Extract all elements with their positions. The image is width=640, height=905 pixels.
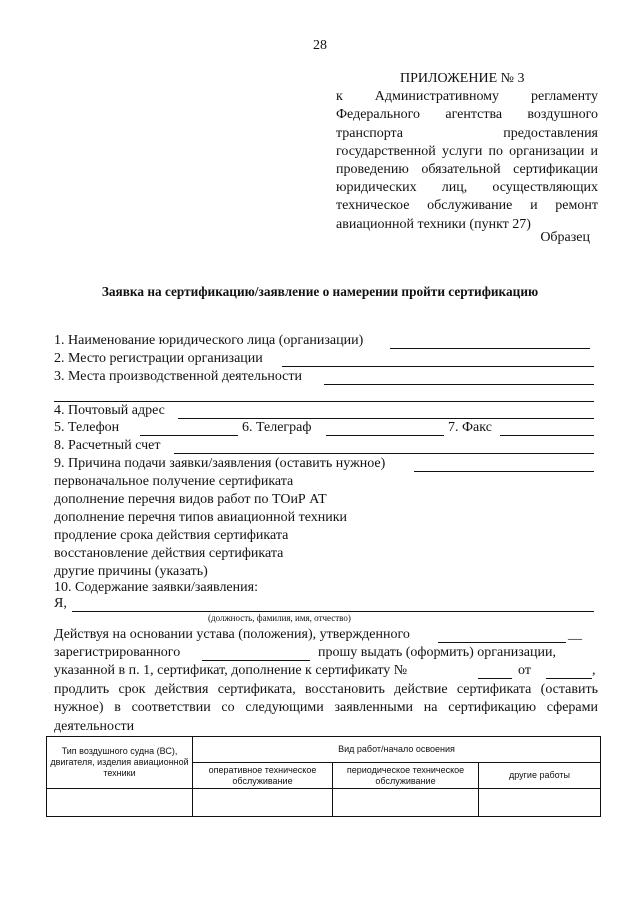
appendix-title: ПРИЛОЖЕНИЕ № 3 <box>400 71 525 86</box>
col-aircraft-type-header: Тип воздушного судна (ВС), двигателя, изделия авиационной техники <box>47 737 193 789</box>
appendix-line-4: государственной услуги по организации и <box>336 143 598 159</box>
field-9-input[interactable] <box>414 471 594 472</box>
applicant-name-caption: (должность, фамилия, имя, отчество) <box>208 613 351 623</box>
col-periodic-maintenance-header: периодическое техническое обслуживание <box>333 763 479 789</box>
field-7-label: 7. Факс <box>448 420 492 435</box>
certificate-number-input[interactable] <box>478 678 512 679</box>
appendix-line-2: Федерального агентства воздушного <box>336 107 598 123</box>
i-label: Я, <box>54 596 67 611</box>
appendix-line-1: к Административному регламенту <box>336 89 598 105</box>
col-operational-maintenance-header: оперативное техническое обслуживание <box>193 763 333 789</box>
reason-option: дополнение перечня типов авиационной техники <box>54 510 347 525</box>
field-2-input[interactable] <box>282 366 594 367</box>
certificate-date-input[interactable] <box>546 678 592 679</box>
reason-option: первоначальное получение сертификата <box>54 474 294 489</box>
field-4-label: 4. Почтовый адрес <box>54 403 165 418</box>
field-1-label: 1. Наименование юридического лица (организации) <box>54 333 364 348</box>
paragraph-rest <box>54 681 598 736</box>
reason-option: другие причины (указать) <box>54 564 208 579</box>
sample-label: Образец <box>540 230 590 245</box>
paragraph-line-4: продлить срок действия сертификата, восстановить действие сертификата (оставить <box>54 682 598 697</box>
table-cell[interactable] <box>47 789 193 817</box>
field-5-input[interactable] <box>140 435 238 436</box>
appendix-line-8: авиационной техники (пункт 27) <box>336 216 531 232</box>
table-cell[interactable] <box>479 789 601 817</box>
field-1-input[interactable] <box>390 348 590 349</box>
reason-option: продление срока действия сертификата <box>54 528 289 543</box>
field-3-label: 3. Места производственной деятельности <box>54 369 302 384</box>
paragraph-line-5: нужное) в соответствии со следующими заявленными на сертификацию сферами <box>54 700 598 716</box>
paragraph-line-3c: , <box>592 663 596 678</box>
appendix-block <box>336 70 598 234</box>
field-7-input[interactable] <box>500 435 594 436</box>
appendix-line-5: проведению обязательной сертификации <box>336 162 598 178</box>
appendix-line-7: техническое обслуживание и ремонт <box>336 198 598 214</box>
field-9-label: 9. Причина подачи заявки/заявления (оставить нужное) <box>54 456 386 471</box>
field-3-input[interactable] <box>324 384 594 385</box>
field-2-label: 2. Место регистрации организации <box>54 351 263 366</box>
field-8-input[interactable] <box>174 453 594 454</box>
appendix-line-6: юридических лиц, осуществляющих <box>336 180 598 196</box>
applicant-name-input[interactable] <box>72 611 594 612</box>
reason-option: дополнение перечня видов работ по ТОиР АТ <box>54 492 327 507</box>
certification-table <box>46 736 601 817</box>
table-cell[interactable] <box>333 789 479 817</box>
field-6-input[interactable] <box>326 435 444 436</box>
paragraph-line-6: деятельности <box>54 718 135 734</box>
table-cell[interactable] <box>193 789 333 817</box>
work-type-header: Вид работ/начало освоения <box>193 737 601 763</box>
paragraph-line-1-end: __ <box>568 627 582 642</box>
col-other-works-header: другие работы <box>479 763 601 789</box>
field-6-label: 6. Телеграф <box>242 420 312 435</box>
reason-option: восстановление действия сертификата <box>54 546 284 561</box>
appendix-line-3: транспорта предоставления <box>336 125 598 141</box>
field-8-label: 8. Расчетный счет <box>54 438 161 453</box>
field-10-label: 10. Содержание заявки/заявления: <box>54 580 258 595</box>
field-4-input[interactable] <box>178 418 594 419</box>
document-title: Заявка на сертификацию/заявление о намерении пройти сертификацию <box>101 284 539 299</box>
paragraph-line-3b: от <box>518 663 531 678</box>
field-5-label: 5. Телефон <box>54 420 120 435</box>
paragraph-line-2a: зарегистрированного <box>54 645 181 660</box>
paragraph-line-2b: прошу выдать (оформить) организации, <box>318 645 556 660</box>
registered-input[interactable] <box>202 660 310 661</box>
page-number: 28 <box>313 38 327 53</box>
paragraph-line-1: Действуя на основании устава (положения), утвержденного <box>54 627 410 642</box>
field-3-input-extra[interactable] <box>54 401 594 402</box>
paragraph-line-3a: указанной в п. 1, сертификат, дополнение к сертификату № <box>54 663 408 678</box>
charter-approved-input[interactable] <box>438 642 566 643</box>
